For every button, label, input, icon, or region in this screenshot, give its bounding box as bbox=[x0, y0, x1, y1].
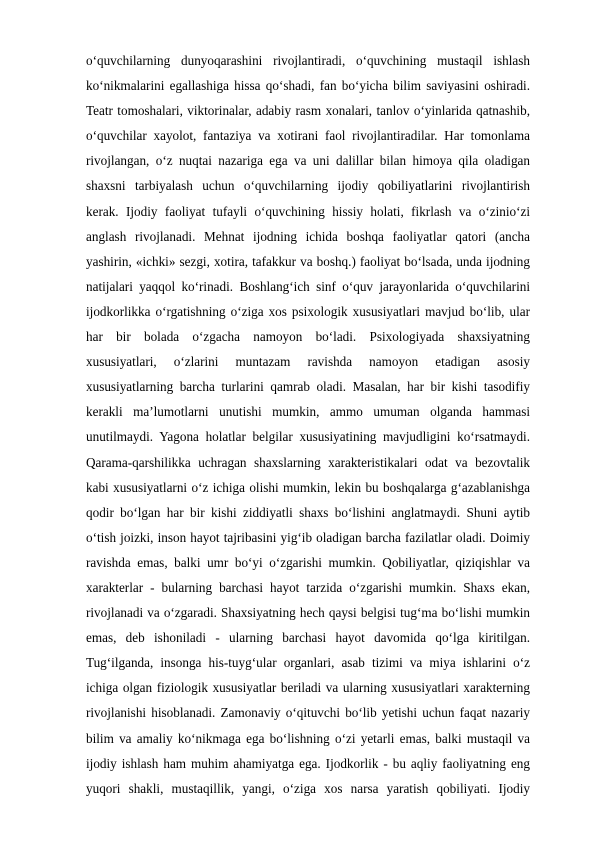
text-line: qodir bo‘lgan har bir kishi ziddiyatli shaxs bo‘lishini anglatmaydi. Shuni aytib bbox=[86, 504, 530, 520]
text-line: anglash rivojlanadi. Mehnat ijodning ichida boshqa faoliyatlar qatori (ancha bbox=[86, 228, 530, 244]
text-line: shaxsni tarbiyalash uchun o‘quvchilarning ijodiy qobiliyatlarini rivojlantirish bbox=[86, 178, 530, 194]
text-line: ko‘nikmalarini egallashiga hissa qo‘shadi, fan bo‘yicha bilim saviyasini oshiradi. bbox=[86, 78, 530, 94]
text-line: xarakterlar - bularning barchasi hayot tarzida o‘zgarishi mumkin. Shaxs ekan, bbox=[86, 579, 530, 595]
text-line: ichiga olgan fiziologik xususiyatlar beriladi va ularning xususiyatlari xarakterning bbox=[86, 680, 530, 696]
text-line: yuqori shakli, mustaqillik, yangi, o‘ziga xos narsa yaratish qobiliyati. Ijodiy bbox=[86, 780, 530, 796]
text-line: bilim va amaliy ko‘nikmaga ega bo‘lishning o‘zi yetarli emas, balki mustaqil va bbox=[86, 730, 530, 746]
text-line: rivojlangan, o‘z nuqtai nazariga ega va uni dalillar bilan himoya qila oladigan bbox=[86, 153, 530, 169]
text-line: natijalari yaqqol ko‘rinadi. Boshlang‘ich sinf o‘quv jarayonlarida o‘quvchilarini bbox=[86, 278, 530, 294]
text-line: rivojlanadi va o‘zgaradi. Shaxsiyatning hech qaysi belgisi tug‘ma bo‘lishi mumkin bbox=[86, 605, 530, 621]
text-line: Tug‘ilganda, insonga his-tuyg‘ular organlari, asab tizimi va miya ishlarini o‘z bbox=[86, 655, 530, 671]
text-line: Qarama-qarshilikka uchragan shaxslarning xarakteristikalari odat va bezovtalik bbox=[86, 454, 530, 470]
text-line: unutilmaydi. Yagona holatlar belgilar xususiyatining mavjudligini ko‘rsatmaydi. bbox=[86, 429, 530, 445]
document-page bbox=[86, 48, 530, 801]
text-line: Teatr tomoshalari, viktorinalar, adabiy rasm xonalari, tanlov o‘yinlarida qatnashib, bbox=[86, 103, 530, 119]
text-line: yashirin, «ichki» sezgi, xotira, tafakkur va boshq.) faoliyat bo‘lsada, unda ijodning bbox=[86, 253, 530, 269]
text-line: o‘tish joizki, inson hayot tajribasini yig‘ib oladigan barcha fazilatlar oladi. Doimiy bbox=[86, 529, 530, 545]
text-line: o‘quvchilar xayolot, fantaziya va xotirani faol rivojlantiradilar. Har tomonlama bbox=[86, 128, 530, 144]
text-line: kerak. Ijodiy faoliyat tufayli o‘quvchining hissiy holati, fikrlash va o‘zinio‘zi bbox=[86, 203, 530, 219]
text-line: ijodiy ishlash ham muhim ahamiyatga ega. Ijodkorlik - bu aqliy faoliyatning eng bbox=[86, 755, 530, 771]
text-line: xususiyatlari, o‘zlarini muntazam ravishda namoyon etadigan asosiy bbox=[86, 354, 530, 370]
text-line: kerakli ma’lumotlarni unutishi mumkin, ammo umuman olganda hammasi bbox=[86, 404, 530, 420]
text-line: o‘quvchilarning dunyoqarashini rivojlantiradi, o‘quvchining mustaqil ishlash bbox=[86, 53, 530, 68]
text-line: kabi xususiyatlarni o‘z ichiga olishi mumkin, lekin bu boshqalarga g‘azablanishga bbox=[86, 479, 530, 495]
text-line: rivojlanishi hisoblanadi. Zamonaviy o‘qituvchi bo‘lib yetishi uchun faqat nazariy bbox=[86, 705, 530, 721]
text-line: ijodkorlikka o‘rgatishning o‘ziga xos psixologik xususiyatlari mavjud bo‘lib, ular bbox=[86, 303, 530, 319]
text-line: xususiyatlarning barcha turlarini qamrab oladi. Masalan, har bir kishi tasodifiy bbox=[86, 379, 530, 395]
text-line: emas, deb ishoniladi - ularning barchasi hayot davomida qo‘lga kiritilgan. bbox=[86, 630, 530, 646]
text-line: har bir bolada o‘zgacha namoyon bo‘ladi. Psixologiyada shaxsiyatning bbox=[86, 329, 530, 345]
text-line: ravishda emas, balki umr bo‘yi o‘zgarishi mumkin. Qobiliyatlar, qiziqishlar va bbox=[86, 554, 530, 570]
